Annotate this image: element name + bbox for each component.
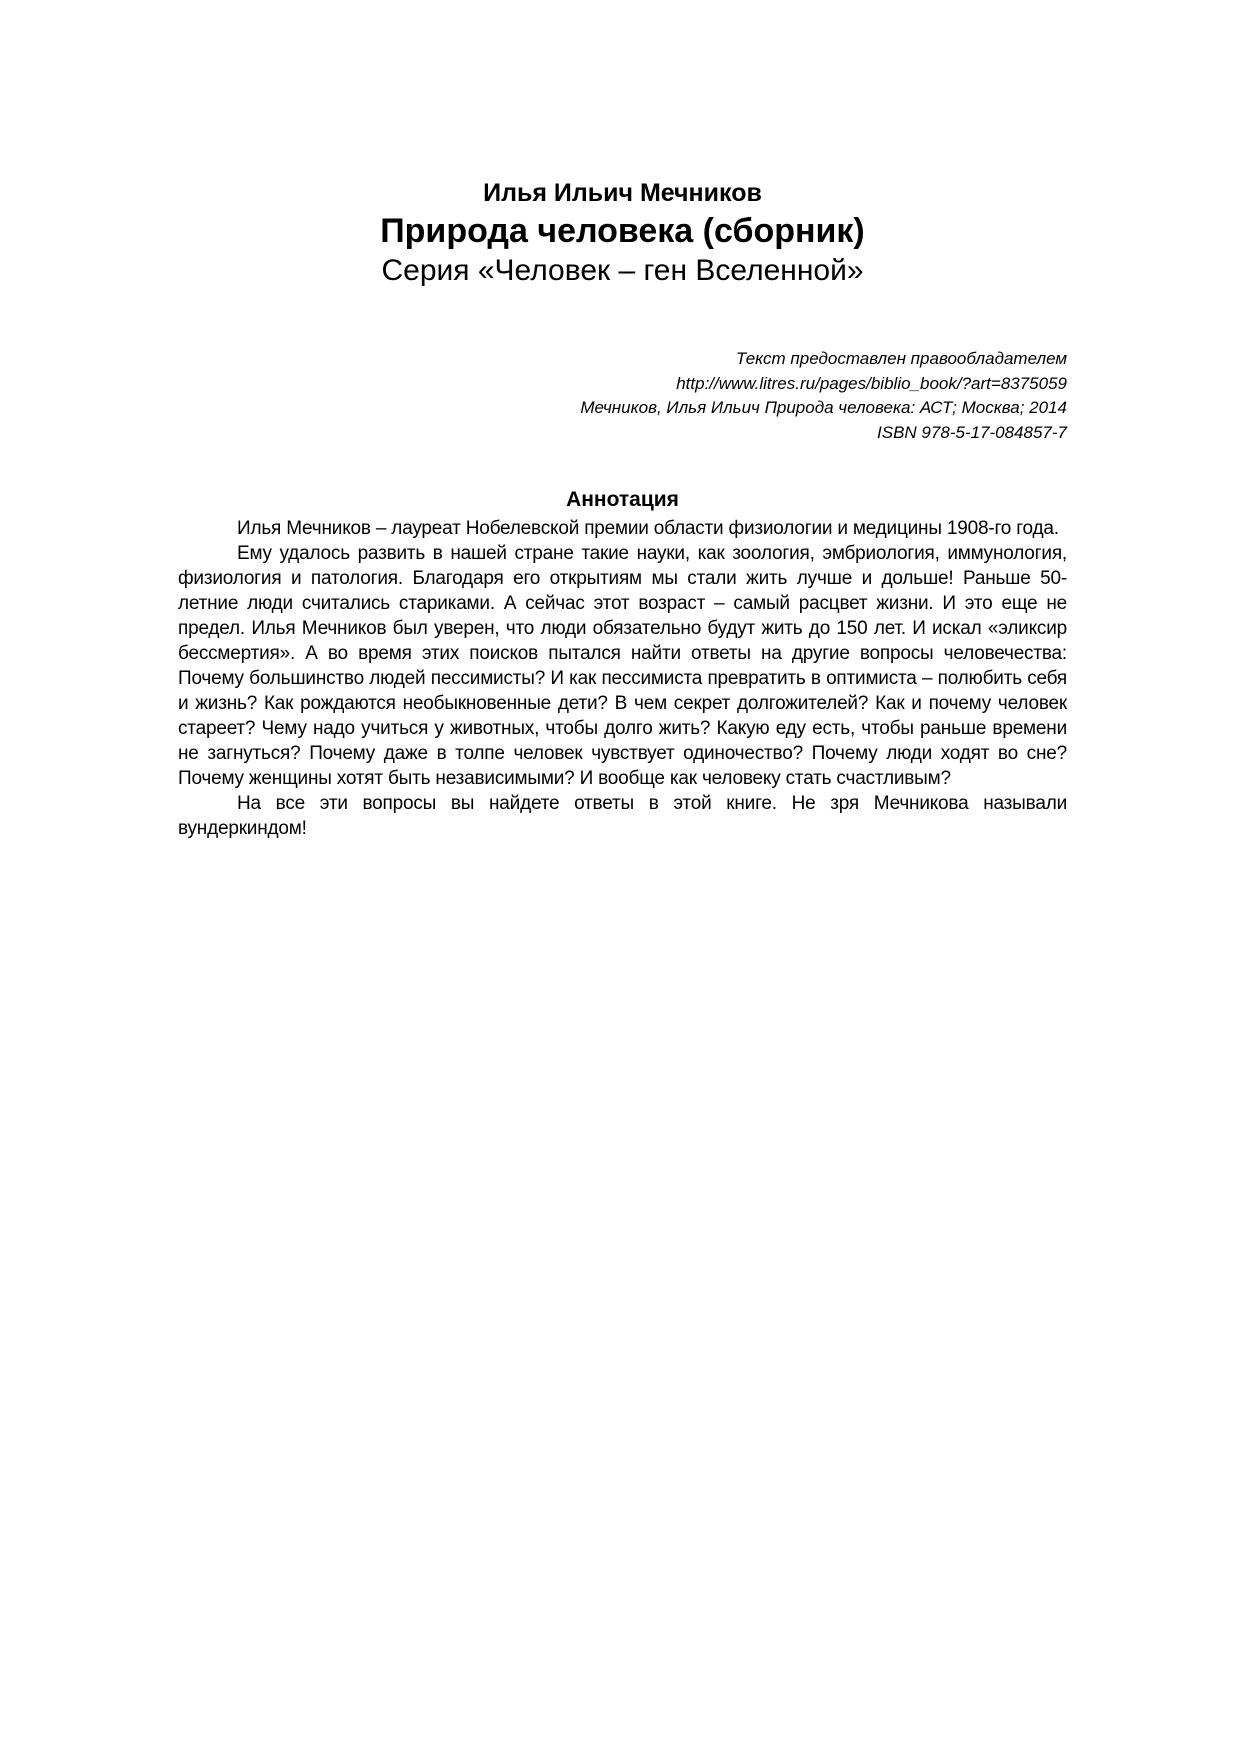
rights-holder-note: Текст предоставлен правообладателем: [735, 349, 1067, 368]
bibliographic-reference: Мечников, Илья Ильич Природа человека: АСТ; Москва; 2014: [580, 398, 1067, 417]
publication-metadata: [178, 347, 1067, 445]
source-url: http://www.litres.ru/pages/biblio_book/?art=8375059: [676, 373, 1067, 393]
annotation-paragraph: На все эти вопросы вы найдете ответы в этой книге. Не зря Мечникова называли вундеркиндом!: [178, 793, 1067, 839]
annotation-body: [178, 516, 1067, 841]
book-author: Илья Ильич Мечников: [483, 179, 762, 207]
annotation-paragraph: Ему удалось развить в нашей стране такие науки, как зоология, эмбриология, иммунология, физиология и патология. Благодаря его открытиям мы стали жить лучше и дольше! Раньше 50-летние люди считались стариками. А сейчас этот возраст – самый расцвет жизни. И это еще не предел. Илья Мечников был уверен, что люди обязательно будут жить до 150 лет. И искал «эликсир бессмертия». А во время этих поисков пытался найти ответы на другие вопросы человечества: Почему большинство людей пессимисты? И как пессимиста превратить в оптимиста – полюбить себя и жизнь? Как рождаются необыкновенные дети? В чем секрет долгожителей? Как и почему человек стареет? Чему надо учиться у животных, чтобы долго жить? Какую еду есть, чтобы раньше времени не загнуться? Почему даже в толпе человек чувствует одиночество? Почему люди ходят во сне? Почему женщины хотят быть независимыми? И вообще как человеку стать счастливым?: [178, 543, 1067, 789]
annotation-heading: Аннотация: [566, 488, 679, 511]
book-title: Природа человека (сборник): [380, 212, 865, 250]
isbn: ISBN 978-5-17-084857-7: [877, 422, 1067, 442]
annotation-paragraph: Илья Мечников – лауреат Нобелевской премии области физиологии и медицины 1908-го года.: [237, 518, 1059, 539]
book-series: Серия «Человек – ген Вселенной»: [381, 254, 864, 287]
